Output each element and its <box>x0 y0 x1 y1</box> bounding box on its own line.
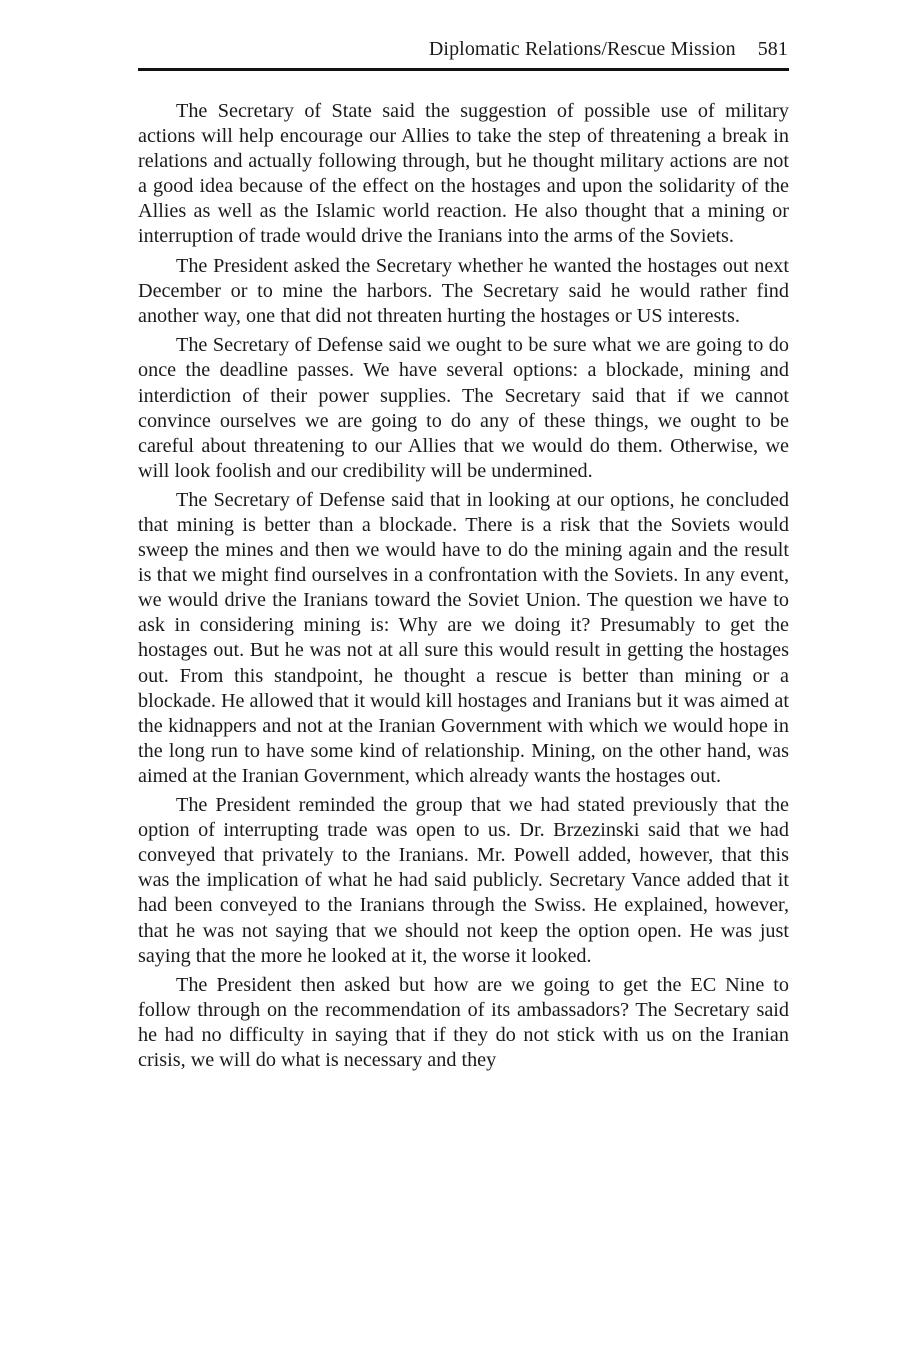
paragraph: The Secretary of Defense said that in looking at our options, he concluded that mining is better than a blockade. There is a risk that the Soviets would sweep the mines and then we would have to do the mining again and the result is that we might find ourselves in a confrontation with the Soviets. In any event, we would drive the Iranians toward the Soviet Union. The question we have to ask in considering mining is: Why are we doing it? Presumably to get the hostages out. But he was not at all sure this would result in getting the hostages out. From this standpoint, he thought a rescue is better than mining or a blockade. He allowed that it would kill hostages and Iranians but it was aimed at the kidnappers and not at the Iranian Government with which we would hope in the long run to have some kind of relationship. Mining, on the other hand, was aimed at the Iranian Government, which already wants the hostages out. <box>138 489 789 787</box>
paragraph: The President reminded the group that we had stated previously that the option of interrupting trade was open to us. Dr. Brzezinski said that we had conveyed that privately to the Iranians. Mr. Powell added, however, that this was the implication of what he had said publicly. Secretary Vance added that it had been conveyed to the Iranians through the Swiss. He explained, however, that he was not saying that we should not keep the option open. He was just saying that the more he looked at it, the worse it looked. <box>138 794 789 967</box>
header-rule <box>138 68 789 71</box>
body-text <box>138 99 789 1078</box>
running-title: Diplomatic Relations/Rescue Mission <box>428 38 736 60</box>
paragraph: The President asked the Secretary whether he wanted the hostages out next December or to mine the harbors. The Secretary said he would rather find another way, one that did not threaten hurting the hostages or US interests. <box>138 254 789 327</box>
page-number: 581 <box>757 38 788 60</box>
paragraph: The Secretary of Defense said we ought to be sure what we are going to do once the deadline passes. We have several options: a blockade, mining and interdiction of their power supplies. The Secretary said that if we cannot convince ourselves we are going to do any of these things, we ought to be careful about threatening to our Allies that we would do them. Otherwise, we will look foolish and our credibility will be undermined. <box>138 334 789 482</box>
running-header <box>138 38 788 66</box>
paragraph: The President then asked but how are we going to get the EC Nine to follow through on the recommendation of its ambassadors? The Secretary said he had no difficulty in saying that if they do not stick with us on the Iranian crisis, we will do what is necessary and they <box>138 974 789 1072</box>
paragraph: The Secretary of State said the suggestion of possible use of military actions will help encourage our Allies to take the step of threatening a break in relations and actually following through, but he thought military actions are not a good idea because of the effect on the hostages and upon the solidarity of the Allies as well as the Islamic world reaction. He also thought that a mining or interruption of trade would drive the Iranians into the arms of the Soviets. <box>138 100 789 248</box>
